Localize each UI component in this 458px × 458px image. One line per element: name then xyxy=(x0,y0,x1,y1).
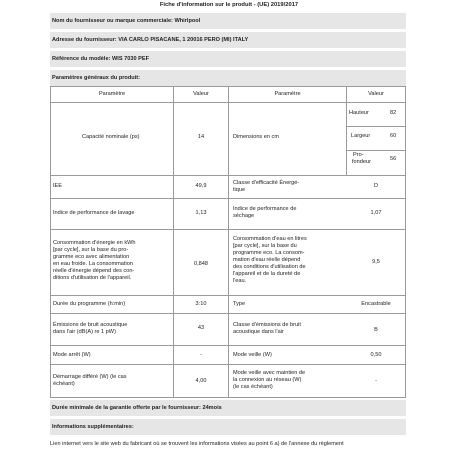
delay-start-value: 4,00 xyxy=(195,378,207,384)
header-value-left: Valeur xyxy=(193,91,209,97)
noise-emission-label-line-2: dans l'air (dB(A) re 1 pW) xyxy=(53,329,116,335)
water-line: l'appareil et de la dureté de xyxy=(233,270,301,277)
energy-line: [par cycle], sur la base du pro- xyxy=(53,246,129,253)
capacity-label: Capacité nominale (ps) xyxy=(82,134,140,140)
manufacturer-link-text: Lien internet vers le site web du fabricant où se trouvent les informations visées au point 6 a) de l'annexe du règlement xyxy=(50,441,344,447)
noise-class-value: B xyxy=(374,327,378,333)
supplier-bar xyxy=(50,13,406,29)
energy-class-label-line-2: tique xyxy=(233,187,246,193)
general-params-bar xyxy=(50,70,406,86)
warranty-bar xyxy=(50,400,406,416)
wash-index-value: 1,13 xyxy=(195,210,207,216)
energy-line: ditions d'utilisation de l'appareil. xyxy=(53,274,132,281)
water-line: Consommation d'eau en litres xyxy=(233,236,307,242)
networked-standby-label-line-3: (le cas échéant) xyxy=(233,384,273,390)
off-mode-value: - xyxy=(200,352,202,358)
supplier-text xyxy=(52,18,200,25)
program-duration-label: Durée du programme (h:min) xyxy=(53,301,126,307)
model-label: Référence du modèle: xyxy=(52,56,111,62)
energy-consumption-label xyxy=(53,240,136,282)
delay-start-label-line-2: échéant) xyxy=(53,381,75,387)
height-value: 82 xyxy=(390,110,397,116)
supplier-value: Whirlpool xyxy=(174,18,201,24)
additional-info-bar xyxy=(50,419,406,435)
energy-line: gramme eco avec alimentation xyxy=(53,253,130,260)
water-consumption-value: 9,5 xyxy=(372,259,380,265)
address-value: VIA CARLO PISACANE, 1 20016 PERO (MI) ITALY xyxy=(118,37,249,43)
wash-index-label: Indice de performance de lavage xyxy=(53,210,135,216)
grid-line xyxy=(50,397,406,398)
networked-standby-value: - xyxy=(375,378,377,384)
water-consumption-label xyxy=(233,236,307,285)
energy-consumption-value: 0,848 xyxy=(194,261,208,267)
grid-line xyxy=(346,86,347,176)
iee-label: IEE xyxy=(53,183,63,189)
grid-line xyxy=(173,86,174,397)
depth-label-line-2: fondeur xyxy=(352,159,371,165)
depth-value: 56 xyxy=(390,156,397,162)
additional-info-label: Informations supplémentaires: xyxy=(52,424,134,430)
grid-line xyxy=(346,126,406,127)
energy-class-value: D xyxy=(373,183,379,189)
address-bar xyxy=(50,32,406,48)
noise-emission-value: 43 xyxy=(197,325,205,331)
depth-label-line-1: Pro- xyxy=(353,152,364,158)
header-param-right: Paramètre xyxy=(274,91,301,97)
networked-standby-label-line-1: Mode veille avec maintien de xyxy=(233,370,306,376)
header-value-right: Valeur xyxy=(368,91,384,97)
water-line: des conditions d'utilisation de xyxy=(233,263,306,270)
general-params-label: Paramètres généraux du produit: xyxy=(52,75,140,81)
dimensions-label: Dimensions en cm xyxy=(233,134,280,140)
grid-line xyxy=(228,86,229,397)
capacity-value: 14 xyxy=(197,134,205,140)
noise-class-label-line-2: acoustique dans l'air xyxy=(233,329,284,335)
width-label: Largeur xyxy=(351,133,371,139)
energy-line: en eau froide. La consommation xyxy=(53,260,133,267)
standby-mode-value: 0,50 xyxy=(370,352,382,358)
delay-start-label-line-1: Démarrage différé (W) (le cas xyxy=(53,374,127,380)
grid-line xyxy=(405,86,406,397)
grid-line xyxy=(346,150,406,151)
type-value: Encastrable xyxy=(361,301,391,307)
dry-index-label-line-1: Indice de performance de xyxy=(233,206,297,212)
address-label: Adresse du fournisseur: xyxy=(52,37,117,43)
energy-line: réelle d'énergie dépend des con- xyxy=(53,267,135,274)
dry-index-value: 1,07 xyxy=(370,210,382,216)
water-line: [par cycle], sur la base du xyxy=(233,242,297,249)
width-value: 60 xyxy=(390,133,397,139)
water-line: l'eau. xyxy=(233,277,247,284)
iee-value: 49,9 xyxy=(195,183,207,189)
warranty-text: Durée minimale de la garantie offerte par le fournisseur: 24mois xyxy=(52,405,222,411)
water-line: programme eco. La consom- xyxy=(233,249,305,256)
energy-line: Consommation d'énergie en kWh xyxy=(53,240,136,246)
model-value: WIS 7030 PEF xyxy=(112,56,150,62)
dry-index-label-line-2: séchage xyxy=(233,213,255,219)
noise-emission-label-line-1: Émissions de bruit acoustique xyxy=(53,322,128,328)
standby-mode-label: Mode veille (W) xyxy=(233,352,272,358)
type-label: Type xyxy=(233,301,246,307)
noise-class-label-line-1: Classe d'émissions de bruit xyxy=(233,322,301,328)
grid-line xyxy=(50,86,51,397)
page-title: Fiche d'information sur le produit - (UE) 2019/2017 xyxy=(159,2,299,8)
energy-class-label-line-1: Classe d'efficacité Énergé- xyxy=(233,180,300,186)
model-bar xyxy=(50,51,406,67)
address-text xyxy=(52,37,248,44)
header-param-left: Paramètre xyxy=(98,91,126,97)
water-line: mation d'eau réelle dépend xyxy=(233,256,301,263)
model-text xyxy=(52,56,149,63)
networked-standby-label-line-2: la connexion au réseau (W) xyxy=(233,377,302,383)
height-label: Hauteur xyxy=(349,110,369,116)
supplier-label: Nom du fournisseur ou marque commerciale: xyxy=(52,18,173,24)
program-duration-value: 3:10 xyxy=(195,301,207,307)
off-mode-label: Mode arrêt (W) xyxy=(53,352,91,358)
